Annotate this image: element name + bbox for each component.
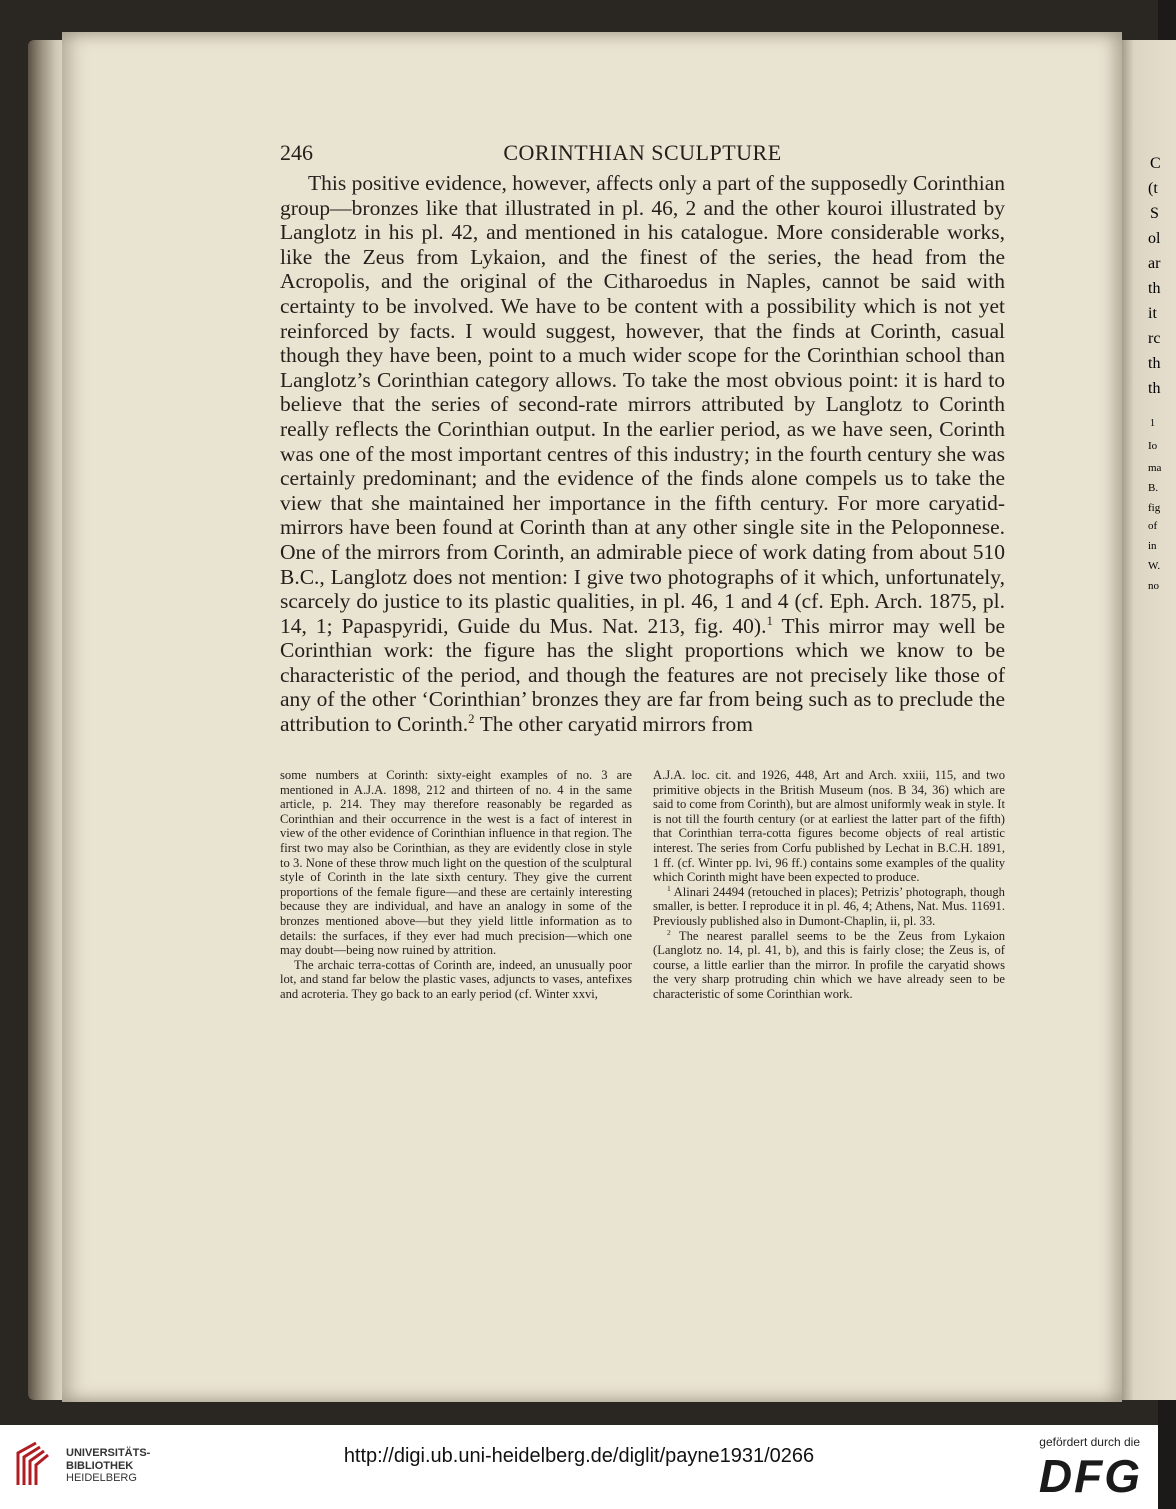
footnote-paragraph: The archaic terra-cottas of Corinth are, indeed, an unusually poor lot, and stand far below the plastic vases, adjuncts to vases, antefixes and acroteria. They go back to an early period (cf. Winter xxvi,	[280, 957, 632, 1001]
main-text	[280, 171, 1005, 737]
running-head	[280, 140, 1005, 170]
footnote-column-left	[280, 768, 632, 1002]
fragment: it	[1148, 305, 1157, 322]
footnotes	[280, 768, 1005, 1002]
institution-line: UNIVERSITÄTS-	[66, 1447, 151, 1459]
fragment: Io	[1148, 440, 1158, 452]
fragment: of	[1148, 520, 1158, 532]
fragment: ol	[1148, 230, 1161, 247]
fragment: th	[1148, 280, 1161, 297]
adjacent-page	[1116, 40, 1176, 1400]
paragraph-text: This positive evidence, however, affects only a part of the supposedly Corinthian group—bronzes like that illustrated in pl. 46, 2 and the other kouroi illustrated by Langlotz in his pl. 42, and mentioned in his catalogue. More considerable works, like the Zeus from Lykaion, and the finest of the series, the head from the Acropolis, and the original of the Citharoedus in Naples, cannot be said with certainty to be involved. We have to be content with a possibility which is not yet reinforced by facts. I would suggest, however, that the finds at Corinth, casual though they have been, point to a much wider scope for the Corinthian school than Langlotz’s Corinthian category allows. To take the most obvious point: it is hard to believe that the series of second-rate mirrors attributed by Langlotz to Corinth really reflects the Corinthian output. In the earlier period, as we have seen, Corinth was one of the most important centres of this industry; in the fourth century she was certainly predominant; and the evidence of the finds alone compels us to take the view that she maintained her importance in the fifth century. For more caryatid-mirrors have been found at Corinth than at any other single site in the Peloponnese. One of the mirrors from Corinth, an admirable piece of work dating from about 510 B.C., Langlotz does not mention: I give two photographs of it which, unfortunately, scarcely do justice to its plastic qualities, in pl. 46, 1 and 4 (cf. Eph. Arch. 1875, pl. 14, 1; Papaspyridi, Guide du Mus. Nat. 213, fig. 40).	[280, 171, 1005, 638]
fragment: no	[1148, 580, 1159, 592]
footnote-paragraph: A.J.A. loc. cit. and 1926, 448, Art and Arch. xxiii, 115, and two primitive objects in the British Museum (nos. B 34, 36) which are said to come from Corinth), but are almost uniformly weak in style. It is not till the fourth century (or at earliest the latter part of the fifth) that Corinthian terra-cotta figures become objects of real artistic interest. The series from Corfu published by Lechat in B.C.H. 1891, 1 ff. (cf. Winter pp. lvi, 96 ff.) contains some examples of the quality which Corinth might have been expected to produce.	[653, 768, 1005, 885]
footnote-1	[653, 885, 1005, 929]
fragment: 1	[1150, 418, 1155, 429]
fragment: th	[1148, 355, 1161, 372]
footnote-2	[653, 929, 1005, 1002]
viewer-footer	[0, 1425, 1158, 1509]
fragment: ar	[1148, 255, 1161, 272]
footnote-column-right	[653, 768, 1005, 1002]
institution-line: HEIDELBERG	[66, 1472, 137, 1484]
fragment: ma	[1148, 462, 1162, 474]
paragraph-text-c: The other caryatid mirrors from	[474, 712, 753, 737]
fragment: B.	[1148, 482, 1159, 494]
footnote-ref-1: 1	[766, 613, 773, 628]
fragment: in	[1148, 540, 1157, 552]
footnote-2-text: The nearest parallel seems to be the Zeus from Lykaion (Langlotz no. 14, pl. 41, b), and this is fairly close; the Zeus is, of course, a little earlier than the mirror. In profile the caryatid shows the very sharp protruding chin which we have already seen to be characteristic of some Corinthian work.	[653, 928, 1005, 1001]
fragment: rc	[1148, 330, 1161, 347]
permalink-url[interactable]: http://digi.ub.uni-heidelberg.de/diglit/payne1931/0266	[343, 1445, 815, 1467]
footnote-ref-2: 2	[468, 711, 475, 726]
body-paragraph	[280, 171, 1005, 737]
institution-line: BIBLIOTHEK	[66, 1459, 134, 1472]
page-number: 246	[280, 140, 313, 165]
dfg-logo: DFG	[1038, 1450, 1142, 1502]
footnote-marker-1: 1	[667, 883, 671, 893]
footnote-1-text: Alinari 24494 (retouched in places); Petrizis’ photograph, though smaller, is better. I reproduce it in pl. 46, 4; Athens, Nat. Mus. 11691. Previously published also in Dumont-Chaplin, ii, pl. 33.	[653, 884, 1005, 928]
fragment: S	[1150, 205, 1159, 222]
footnote-paragraph: some numbers at Corinth: sixty-eight examples of no. 3 are mentioned in A.J.A. 1898, 212 and thirteen of no. 4 in the same article, p. 214. They may therefore reasonably be regarded as Corinthian and their occurrence in the west is a fact of interest in view of the other evidence of Corinthian influence in that region. The first two may also be Corinthian, as they are evidently close in style to 3. None of these throw much light on the question of the sculptural style of Corinth in the late sixth century. They give the current proportions of the female figure—and these are certainly interesting because they are individual, and have an analogy in some of the bronzes mentioned above—but they yield little information as to details: the surfaces, if they ever had much precision—which one may doubt—being now ruined by attrition.	[280, 768, 632, 958]
fragment: th	[1148, 380, 1161, 397]
paragraph-text-b: This mirror may well be Corinthian work: the figure has the slight proportions which we know to be characteristic of the period, and though the features are not precisely like those of any of the other ‘Corinthian’ bronzes they are far from being such as to preclude the attribution to Corinth.	[280, 613, 1005, 737]
footnote-marker-2: 2	[667, 927, 671, 937]
fragment: (t	[1148, 180, 1158, 197]
fragment: W.	[1148, 560, 1161, 572]
funded-by-label: gefördert durch die	[1039, 1435, 1140, 1449]
running-title: CORINTHIAN SCULPTURE	[503, 140, 782, 165]
fragment: fig	[1148, 502, 1161, 514]
fragment: C	[1150, 155, 1161, 172]
